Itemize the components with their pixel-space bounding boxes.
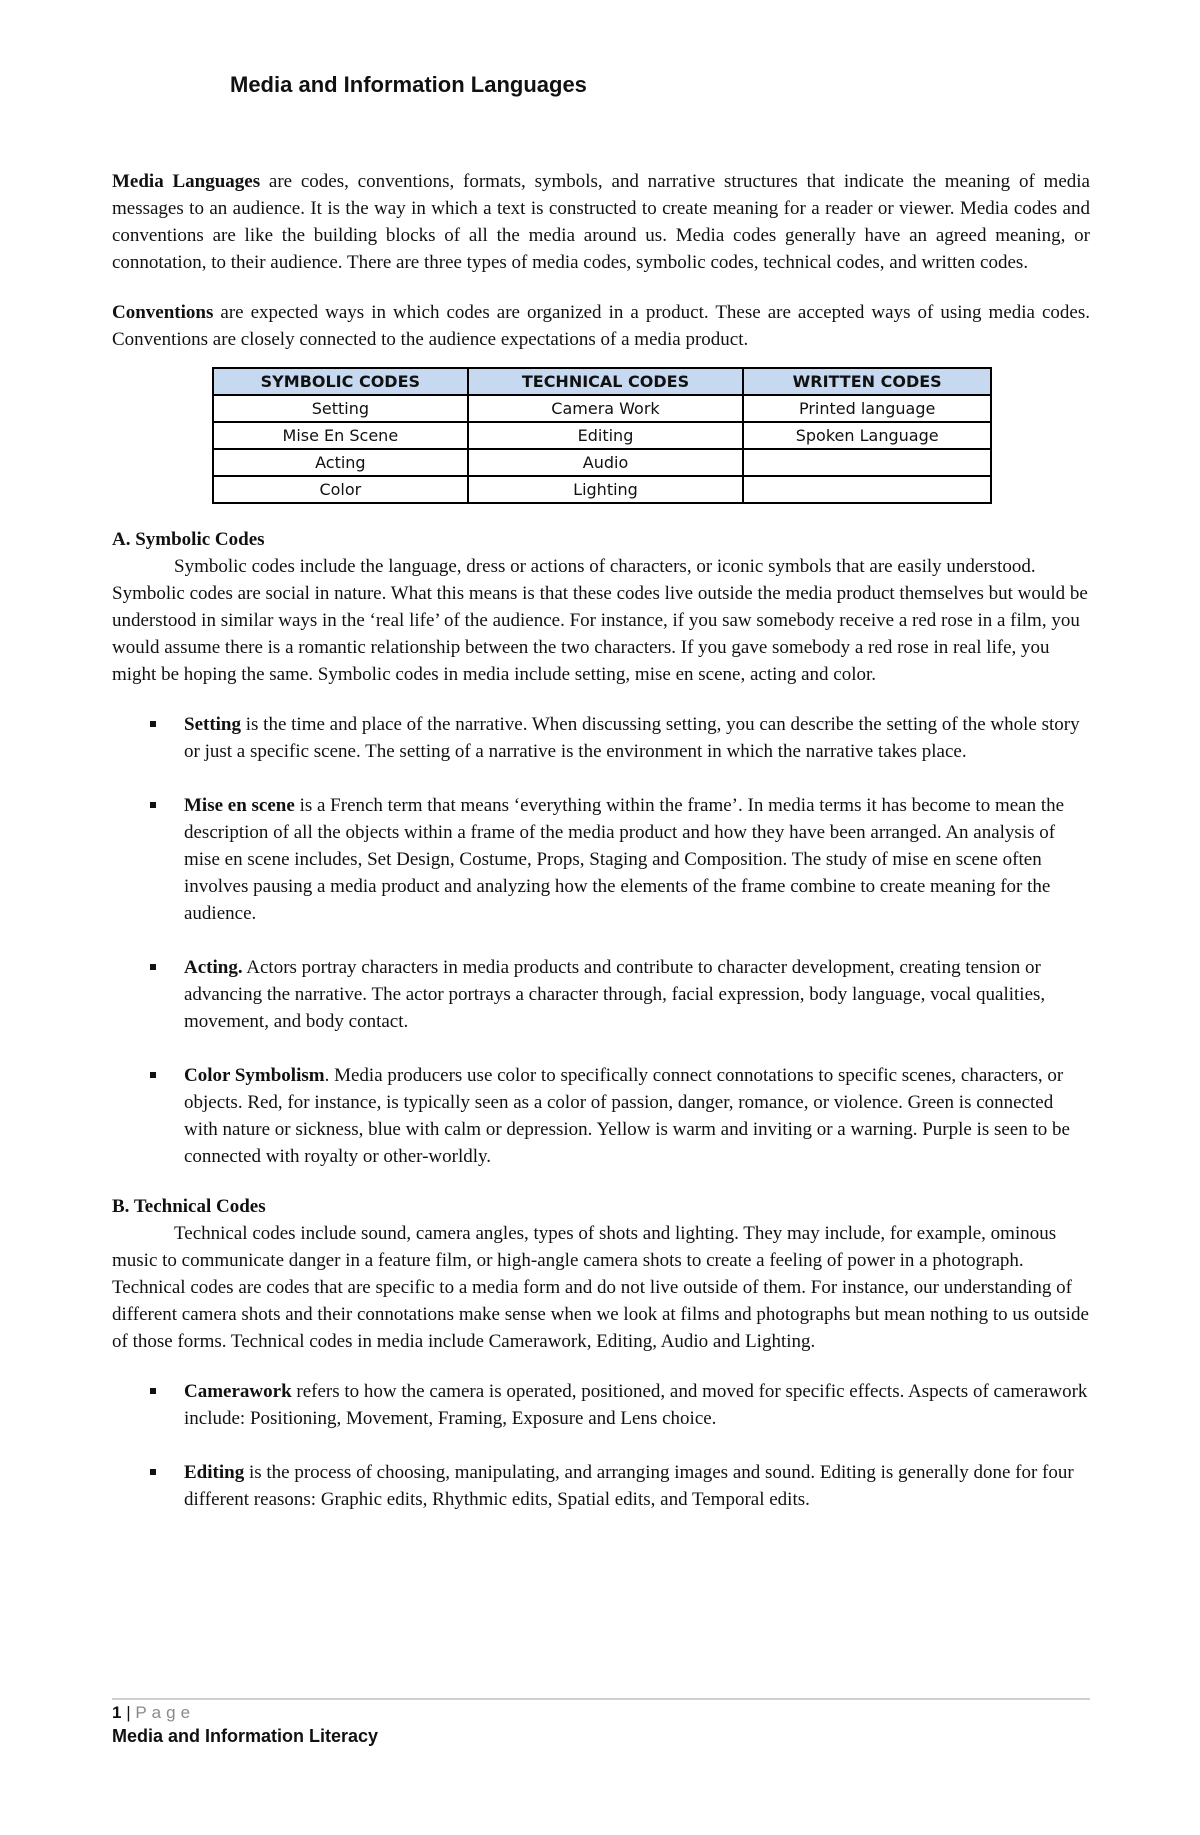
- table-cell: [743, 449, 991, 476]
- bullet-text: Actors portray characters in media products and contribute to character development, creating tension or advancing the narrative. The actor portrays a character through, facial expression, body language, vocal qualities, movement, and body contact.: [184, 957, 1046, 1032]
- document-body: [112, 168, 1090, 1513]
- bullet-term: Color Symbolism: [184, 1065, 325, 1086]
- list-item: [112, 711, 1090, 765]
- conventions-paragraph: [112, 299, 1090, 353]
- table-cell: Mise En Scene: [213, 422, 468, 449]
- page-footer: [112, 1698, 1090, 1748]
- square-bullet-icon: [150, 1469, 156, 1475]
- table-cell: [743, 476, 991, 503]
- table-cell: Audio: [468, 449, 744, 476]
- bullet-text: is the time and place of the narrative. When discussing setting, you can describe the setting of the whole story or just a specific scene. The setting of a narrative is the environment in which the narrative takes place.: [184, 714, 1080, 762]
- table-cell: Lighting: [468, 476, 744, 503]
- bullet-term: Setting: [184, 714, 241, 735]
- square-bullet-icon: [150, 802, 156, 808]
- page-number-value: 1: [112, 1703, 122, 1722]
- media-languages-term: Media Languages: [112, 171, 261, 192]
- list-item: [112, 792, 1090, 927]
- page-separator: |: [121, 1703, 136, 1722]
- table-cell: Editing: [468, 422, 744, 449]
- table-cell: Color: [213, 476, 468, 503]
- media-codes-table: [212, 367, 992, 504]
- media-languages-paragraph: [112, 168, 1090, 276]
- table-row: [213, 476, 991, 503]
- symbolic-codes-list: [112, 711, 1090, 1170]
- page-number: [112, 1702, 1090, 1724]
- bullet-term: Editing: [184, 1462, 245, 1483]
- bullet-term: Acting.: [184, 957, 243, 978]
- table-cell: Acting: [213, 449, 468, 476]
- technical-codes-list: [112, 1378, 1090, 1513]
- table-header-row: [213, 368, 991, 395]
- bullet-term: Mise en scene: [184, 795, 295, 816]
- media-languages-text: are codes, conventions, formats, symbols, and narrative structures that indicate the meaning of media messages to an audience. It is the way in which a text is constructed to create meaning for a reader or viewer. Media codes and conventions are like the building blocks of all the media around us. Media codes generally have an agreed meaning, or connotation, to their audience. There are three types of media codes, symbolic codes, technical codes, and written codes.: [112, 171, 1090, 273]
- table-cell: Setting: [213, 395, 468, 422]
- bullet-text: refers to how the camera is operated, positioned, and moved for specific effects. Aspects of camerawork include: Positioning, Movement, Framing, Exposure and Lens choice.: [184, 1381, 1088, 1429]
- table-cell: Spoken Language: [743, 422, 991, 449]
- bullet-term: Camerawork: [184, 1381, 292, 1402]
- list-item: [112, 1062, 1090, 1170]
- header-written-codes: WRITTEN CODES: [743, 368, 991, 395]
- header-technical-codes: TECHNICAL CODES: [468, 368, 744, 395]
- square-bullet-icon: [150, 964, 156, 970]
- list-item: [112, 954, 1090, 1035]
- bullet-text: is the process of choosing, manipulating, and arranging images and sound. Editing is generally done for four different reasons: Graphic edits, Rhythmic edits, Spatial edits, and Temporal edits.: [184, 1462, 1074, 1510]
- list-item: [112, 1459, 1090, 1513]
- table-cell: Camera Work: [468, 395, 744, 422]
- header-symbolic-codes: SYMBOLIC CODES: [213, 368, 468, 395]
- section-b-title: B. Technical Codes: [112, 1196, 266, 1217]
- section-b-body: Technical codes include sound, camera angles, types of shots and lighting. They may include, for example, ominous music to communicate danger in a feature film, or high-angle camera shots to create a feeling of power in a photograph. Technical codes are codes that are specific to a media form and do not live outside of them. For instance, our understanding of different camera shots and their connotations make sense when we look at films and photographs but mean nothing to us outside of those forms. Technical codes in media include Camerawork, Editing, Audio and Lighting.: [112, 1223, 1089, 1352]
- square-bullet-icon: [150, 1072, 156, 1078]
- table-row: [213, 395, 991, 422]
- conventions-term: Conventions: [112, 302, 214, 323]
- section-a-body: Symbolic codes include the language, dress or actions of characters, or iconic symbols that are easily understood. Symbolic codes are social in nature. What this means is that these codes live outside the media product themselves but would be understood in similar ways in the ‘real life’ of the audience. For instance, if you saw somebody receive a red rose in a film, you would assume there is a romantic relationship between the two characters. If you gave somebody a red rose in real life, you might be hoping the same. Symbolic codes in media include setting, mise en scene, acting and color.: [112, 556, 1088, 685]
- bullet-text: is a French term that means ‘everything within the frame’. In media terms it has become to mean the description of all the objects within a frame of the media product and how they have been arranged. An analysis of mise en scene includes, Set Design, Costume, Props, Staging and Composition. The study of mise en scene often involves pausing a media product and analyzing how the elements of the frame combine to create meaning for the audience.: [184, 795, 1065, 924]
- square-bullet-icon: [150, 721, 156, 727]
- square-bullet-icon: [150, 1388, 156, 1394]
- list-item: [112, 1378, 1090, 1432]
- conventions-text: are expected ways in which codes are organized in a product. These are accepted ways of using media codes. Conventions are closely connected to the audience expectations of a media product.: [112, 302, 1090, 350]
- table-row: [213, 422, 991, 449]
- course-title: Media and Information Literacy: [112, 1726, 379, 1746]
- bullet-text: . Media producers use color to specifically connect connotations to specific scenes, characters, or objects. Red, for instance, is typically seen as a color of passion, danger, romance, or violence. Green is connected with nature or sickness, blue with calm or depression. Yellow is warm and inviting or a warning. Purple is seen to be connected with royalty or other-worldly.: [184, 1065, 1070, 1167]
- page-title: Media and Information Languages: [230, 72, 587, 97]
- page-word: Page: [135, 1703, 196, 1722]
- table-cell: Printed language: [743, 395, 991, 422]
- section-a-title: A. Symbolic Codes: [112, 529, 265, 550]
- table-row: [213, 449, 991, 476]
- footer-divider: [112, 1698, 1090, 1700]
